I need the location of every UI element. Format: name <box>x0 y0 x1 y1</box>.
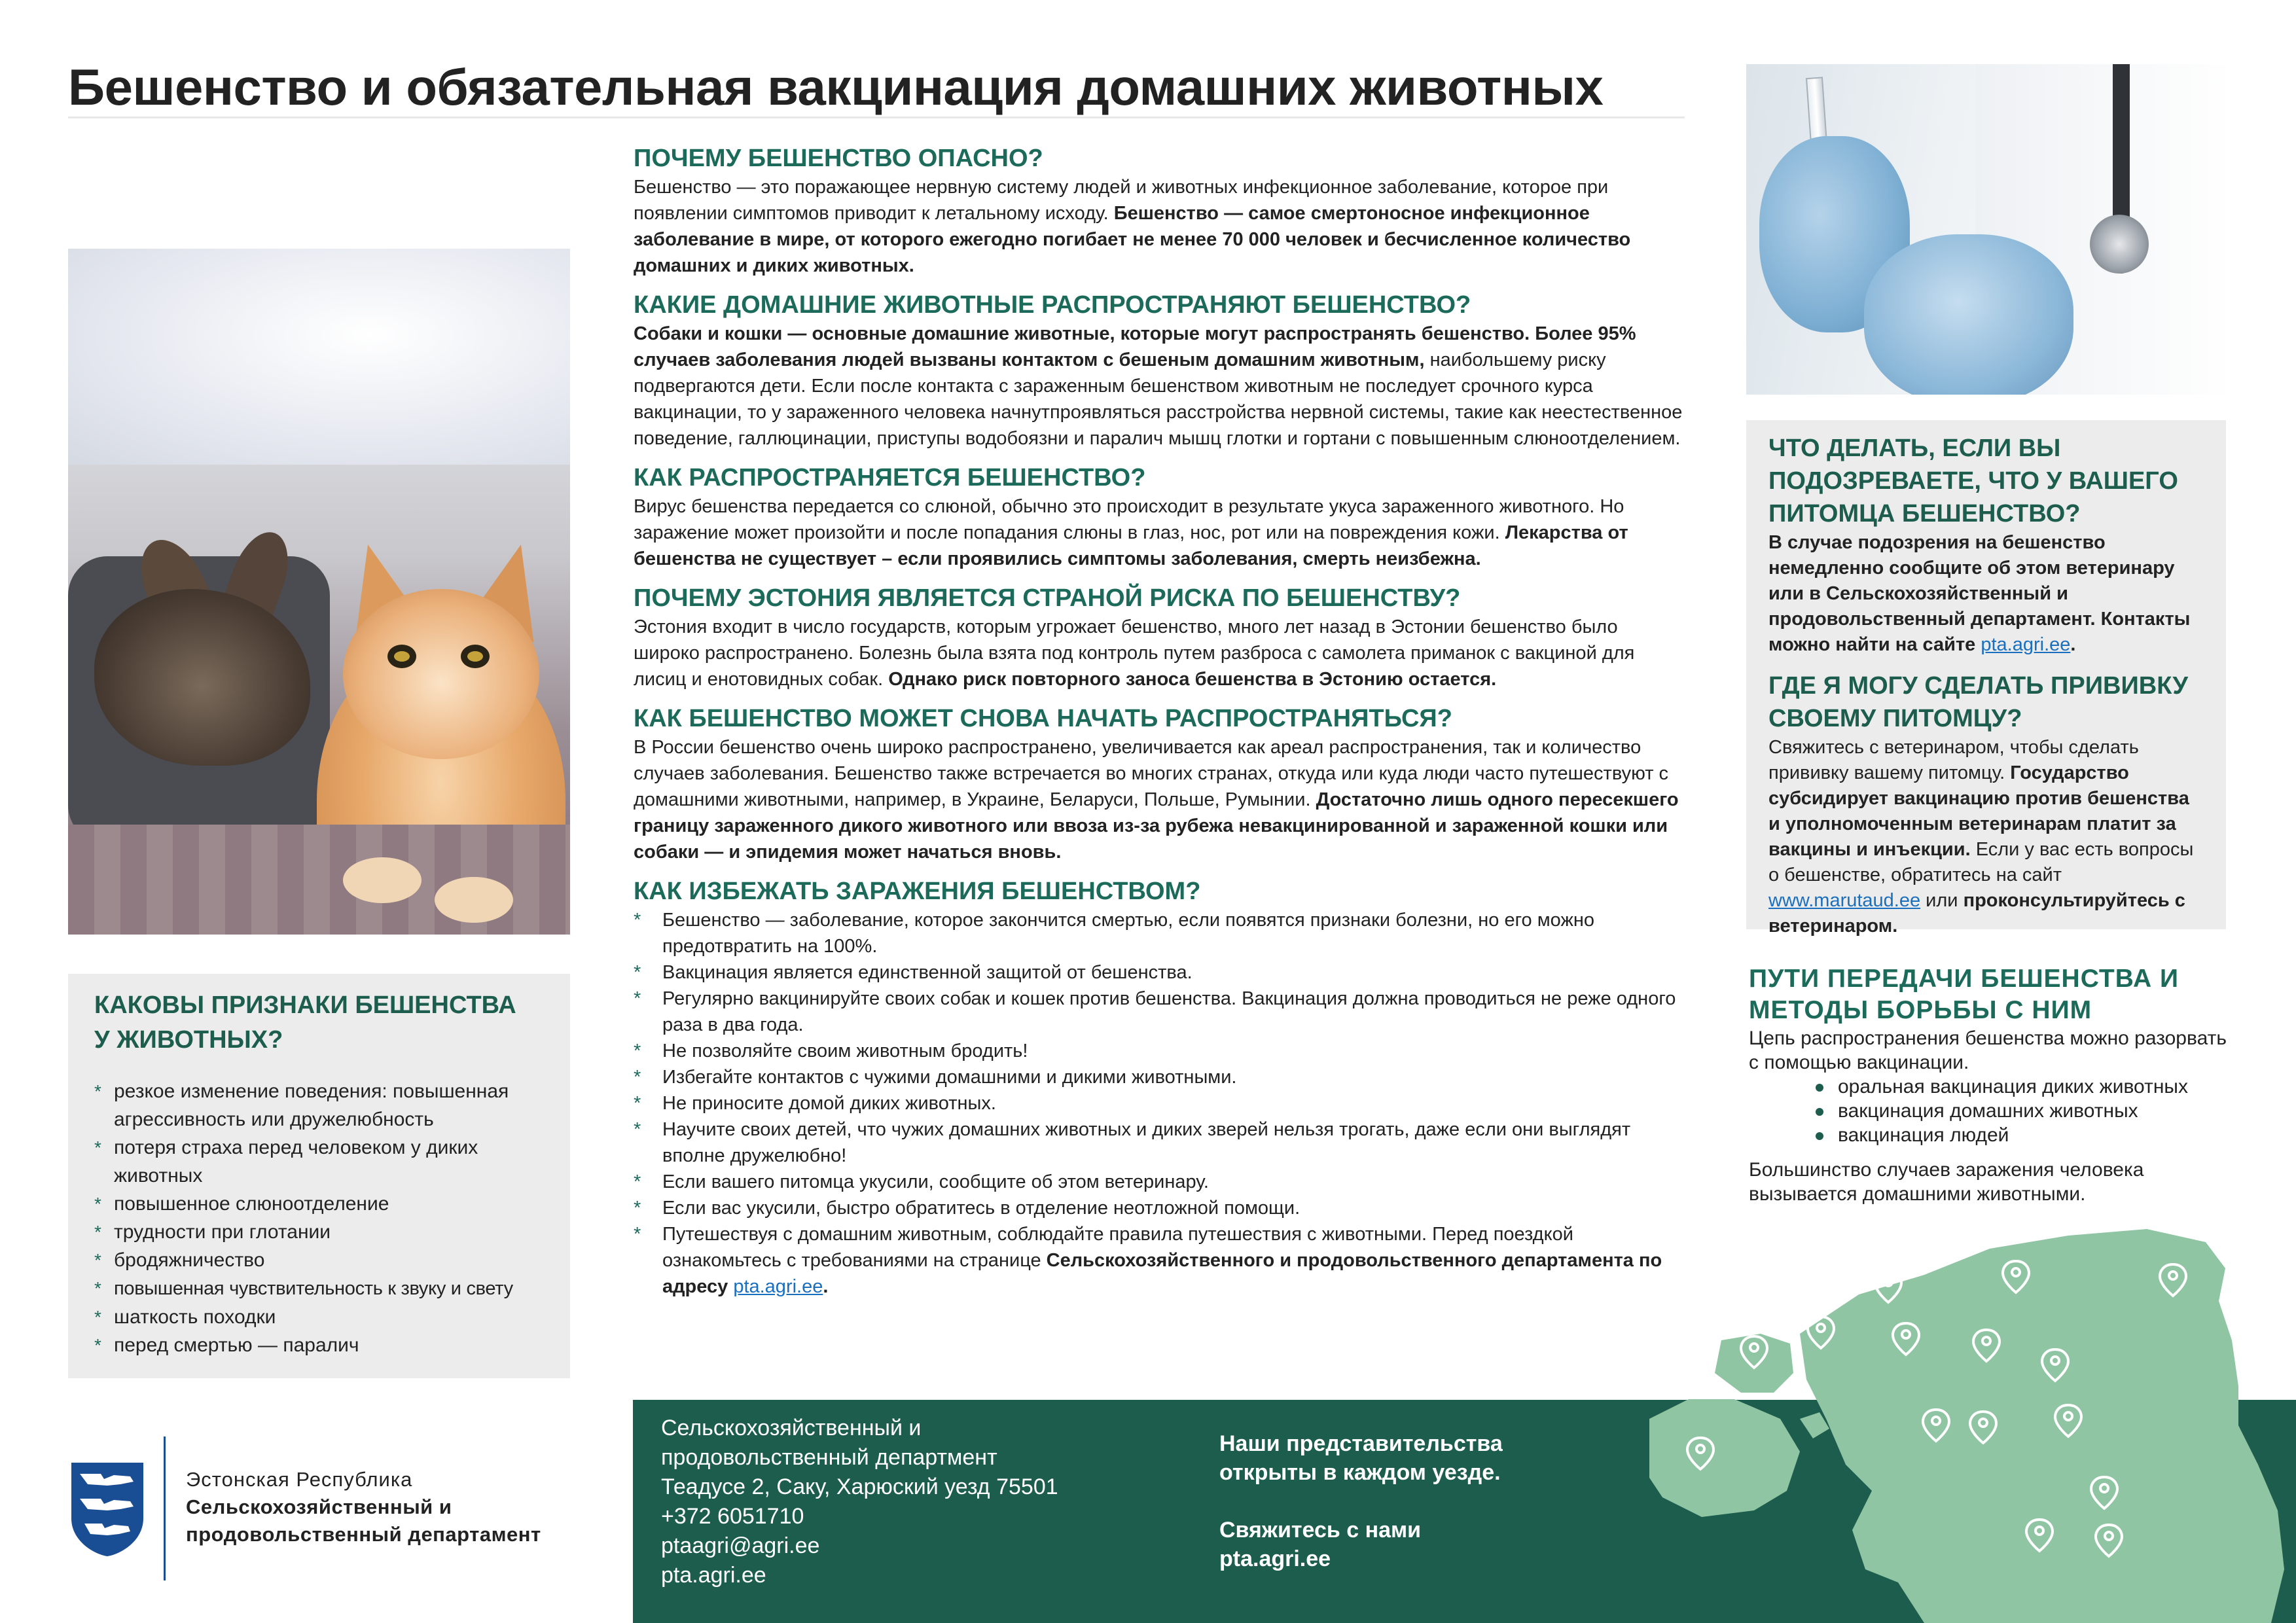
bullet-star-icon: * <box>634 1041 641 1061</box>
section-text <box>634 321 1685 452</box>
list-item-text: Если вашего питомца укусили, сообщите об этом ветеринару. <box>662 1171 1209 1192</box>
mainland-shape <box>1800 1229 2284 1623</box>
transmission-heading <box>1749 963 2231 1026</box>
section-text <box>634 614 1685 692</box>
bold-text: Лекарства от бешенства не существует – если проявились симптомы заболевания, смерть неизбежна. <box>634 522 1628 569</box>
veterinarian-photo <box>1746 64 2226 395</box>
list-item <box>1814 1099 2231 1123</box>
website-link[interactable]: pta.agri.ee <box>661 1563 766 1588</box>
text-run: Путешествуя с домашним животным, соблюдайте правила путешествия с животными. Перед поездкой ознакомьтесь с требованиями на странице <box>662 1224 1573 1271</box>
list-item-text: Бешенство — заболевание, которое закончится смертью, если появятся признаки болезни, но его можно предотвратить на 100%. <box>662 910 1595 957</box>
list-item-text: Вакцинация является единственной защитой от бешенства. <box>662 962 1193 983</box>
transmission-heading-line: МЕТОДЫ БОРЬБЫ С НИМ <box>1749 996 2092 1024</box>
section-heading: КАК ИЗБЕЖАТЬ ЗАРАЖЕНИЯ БЕШЕНСТВОМ? <box>634 878 1201 905</box>
bold-text: Однако риск повторного заноса бешенства в Эстонию остается. <box>888 669 1497 690</box>
suspect-rabies-box <box>1746 420 2226 936</box>
list-item-text: вакцинация домашних животных <box>1838 1100 2138 1122</box>
transmission-list <box>1749 1075 2231 1147</box>
address-line: Сельскохозяйственный и <box>661 1416 922 1440</box>
list-item-text: трудности при глотании <box>114 1221 331 1243</box>
bold-text: . <box>2070 634 2076 655</box>
list-item <box>94 1246 544 1274</box>
bold-text: Собаки и кошки — основные домашние животные, которые могут распространять бешенство. Более 95% случаев заболевания людей вызваны контактом с бешеным домашним животным, <box>634 323 1636 370</box>
list-item <box>94 1077 544 1133</box>
main-article <box>634 143 1685 1300</box>
logo-text <box>186 1466 605 1548</box>
bullet-star-icon: * <box>634 988 641 1009</box>
bullet-dot-icon <box>1816 1132 1823 1140</box>
footer-address <box>661 1414 1158 1590</box>
list-item-text: Не позволяйте своим животным бродить! <box>662 1041 1028 1061</box>
bold-text: В случае подозрения на бешенство немедленно сообщите об этом ветеринару или в Сельскохозяйственный и продовольственный департамент. Контакты можно найти на сайте <box>1768 532 2191 655</box>
list-item <box>634 907 1685 959</box>
page-title: Бешенство и обязательная вакцинация домашних животных <box>68 58 1604 116</box>
bullet-star-icon: * <box>634 1067 641 1088</box>
list-item <box>634 1064 1685 1090</box>
text-run: Бешенство — это поражающее нервную систему людей и животных инфекционное заболевание, которое при появлении симптомов приводит к летальному исходу. <box>634 177 1609 224</box>
email-link[interactable]: ptaagri@agri.ee <box>661 1533 820 1558</box>
saaremaa-shape <box>1649 1399 1800 1517</box>
section-heading: ПОЧЕМУ ЭСТОНИЯ ЯВЛЯЕТСЯ СТРАНОЙ РИСКА ПО БЕШЕНСТВУ? <box>634 584 1461 612</box>
republic-name: Эстонская Республика <box>186 1468 413 1491</box>
pta-link[interactable]: pta.agri.ee <box>1981 634 2071 655</box>
section-text <box>634 174 1685 279</box>
list-item-text: Научите своих детей, что чужих домашних животных и диких зверей нельзя трогать, даже если они выглядят вполне дружелюбно! <box>662 1119 1631 1166</box>
list-item <box>94 1274 544 1303</box>
list-item-text: потеря страха перед человеком у диких животных <box>114 1137 478 1187</box>
bold-text: проконсультируйтесь с ветеринаром. <box>1768 890 2185 936</box>
text-run: Если у вас есть вопросы о бешенстве, обратитесь на сайт <box>1768 839 2194 885</box>
list-item <box>634 1169 1685 1195</box>
list-item-text: Не приносите домой диких животных. <box>662 1093 996 1114</box>
bold-text: . <box>823 1276 829 1297</box>
offices-text: Наши представительства <box>1219 1431 1503 1456</box>
vaccinate-heading: ГДЕ Я МОГУ СДЕЛАТЬ ПРИВИВКУ СВОЕМУ ПИТОМЦУ? <box>1768 672 2188 732</box>
list-item <box>94 1190 544 1218</box>
list-item <box>94 1331 544 1359</box>
bullet-star-icon: * <box>94 1307 101 1328</box>
contact-text: Свяжитесь с нами <box>1219 1518 1422 1543</box>
bullet-star-icon: * <box>94 1194 101 1215</box>
signs-heading <box>94 988 544 1058</box>
signs-heading-line: У ЖИВОТНЫХ? <box>94 1026 283 1054</box>
transmission-intro: Цепь распространения бешенства можно разорвать с помощью вакцинации. <box>1749 1027 2227 1073</box>
logo-divider <box>164 1436 166 1580</box>
section-heading: ПОЧЕМУ БЕШЕНСТВО ОПАСНО? <box>634 145 1043 172</box>
suspect-text <box>1768 530 2204 658</box>
list-item <box>94 1133 544 1190</box>
list-item-text: Если вас укусили, быстро обратитесь в отделение неотложной помощи. <box>662 1198 1300 1219</box>
bold-text: Сельскохозяйственного и продовольственного департамента по адресу <box>662 1250 1662 1297</box>
transmission-outro: Большинство случаев заражения человека вызывается домашними животными. <box>1749 1159 2144 1205</box>
list-item <box>634 1038 1685 1064</box>
bullet-star-icon: * <box>634 1171 641 1192</box>
list-item <box>634 959 1685 986</box>
transmission-heading-line: ПУТИ ПЕРЕДАЧИ БЕШЕНСТВА И <box>1749 965 2179 993</box>
bullet-star-icon: * <box>94 1278 101 1299</box>
list-item-text: Избегайте контактов с чужими домашними и дикими животными. <box>662 1067 1237 1088</box>
list-item <box>634 1116 1685 1169</box>
bullet-star-icon: * <box>94 1250 101 1271</box>
bullet-star-icon: * <box>94 1081 101 1102</box>
list-item <box>634 986 1685 1038</box>
bullet-star-icon: * <box>634 1224 641 1245</box>
phone-number[interactable]: +372 6051710 <box>661 1504 804 1529</box>
text-run: Свяжитесь с ветеринаром, чтобы сделать прививку вашему питомцу. <box>1768 737 2139 783</box>
list-item-text: повышенная чувствительность к звуку и свету <box>114 1278 513 1300</box>
list-item-text: повышенное слюноотделение <box>114 1193 389 1215</box>
list-item-text: вакцинация людей <box>1838 1124 2009 1146</box>
bold-text: Государство субсидирует вакцинацию против бешенства и уполномоченным ветеринарам платит за вакцины и инъекции. <box>1768 762 2189 860</box>
bold-text: Достаточно лишь одного пересекшего границу зараженного дикого животного или ввоза из-за рубежа невакцинированной и зараженной кошки или собаки — и эпидемия может начаться вновь. <box>634 789 1679 863</box>
prevention-list <box>634 907 1685 1300</box>
section-text <box>634 734 1685 865</box>
bullet-star-icon: * <box>634 1093 641 1114</box>
department-name: продовольственный департамент <box>186 1523 541 1546</box>
bullet-dot-icon <box>1816 1108 1823 1116</box>
suspect-heading: ЧТО ДЕЛАТЬ, ЕСЛИ ВЫ ПОДОЗРЕВАЕТЕ, ЧТО У ВАШЕГО ПИТОМЦА БЕШЕНСТВО? <box>1768 435 2178 527</box>
text-run: В России бешенство очень широко распространено, увеличивается как ареал распространения, так и количество случаев заболевания. Бешенство также встречается во многих странах, откуда или куда люди часто путешествуют с домашними животными, например, в Украине, Беларуси, Польше, Румынии. <box>634 737 1669 810</box>
list-item-text: шаткость походки <box>114 1306 276 1329</box>
vaccinate-text <box>1768 735 2204 939</box>
transmission-section <box>1749 963 2231 1206</box>
marutaud-link[interactable]: www.marutaud.ee <box>1768 890 1921 911</box>
bullet-star-icon: * <box>94 1335 101 1356</box>
dog-and-cat-photo <box>68 249 570 935</box>
text-run: Эстония входит в число государств, которым угрожает бешенство, много лет назад в Эстонии бешенство было широко распространено. Болезнь была взята под контроль путем разброса с самолета приманок с вакциной для лисиц и енотовидных собак. <box>634 616 1635 690</box>
list-item-text: бродяжничество <box>114 1249 265 1272</box>
list-item <box>634 1090 1685 1116</box>
list-item-text: Регулярно вакцинируйте своих собак и кошек против бешенства. Вакцинация должна проводиться не реже одного раза в два года. <box>662 988 1676 1035</box>
list-item <box>634 1195 1685 1221</box>
list-item <box>1814 1123 2231 1147</box>
section-heading: КАК РАСПРОСТРАНЯЕТСЯ БЕШЕНСТВО? <box>634 464 1146 491</box>
text-run: наибольшему риску подвергаются дети. Если после контакта с зараженным бешенством животным не последует срочного курса вакцинации, то у зараженного человека начнутпроявляться расстройства нервной системы, такие как неестественное поведение, галлюцинации, приступы водобоязни и паралич мышц глотки и гортани с повышенным слюноотделением. <box>634 349 1683 449</box>
bullet-star-icon: * <box>94 1137 101 1158</box>
signs-heading-line: КАКОВЫ ПРИЗНАКИ БЕШЕНСТВА <box>94 991 516 1019</box>
bold-text: Бешенство — самое смертоносное инфекционное заболевание в мире, от которого ежегодно погибает не менее 70 000 человек и бесчисленное количество домашних и диких животных. <box>634 203 1631 276</box>
list-item <box>1814 1075 2231 1099</box>
section-heading: КАКИЕ ДОМАШНИЕ ЖИВОТНЫЕ РАСПРОСТРАНЯЮТ БЕШЕНСТВО? <box>634 291 1471 319</box>
address-line: продовольственный департмент <box>661 1445 997 1470</box>
estonian-coat-of-arms-icon <box>68 1459 147 1558</box>
footer-offices <box>1219 1429 1612 1573</box>
contact-website-link[interactable]: pta.agri.ee <box>1219 1546 1331 1571</box>
signs-list <box>94 1077 544 1359</box>
text-run: или <box>1920 890 1964 911</box>
list-item <box>94 1218 544 1246</box>
list-item-text: перед смертью — паралич <box>114 1334 359 1357</box>
department-name: Сельскохозяйственный и <box>186 1495 452 1518</box>
list-item <box>634 1221 1685 1300</box>
bullet-star-icon: * <box>634 1198 641 1219</box>
bullet-star-icon: * <box>634 910 641 931</box>
offices-text: открыты в каждом уезде. <box>1219 1460 1501 1485</box>
bullet-star-icon: * <box>634 962 641 983</box>
pta-link[interactable]: pta.agri.ee <box>733 1276 823 1297</box>
rabies-signs-box <box>68 974 570 1378</box>
bullet-star-icon: * <box>634 1119 641 1140</box>
address-line: Теадусе 2, Саку, Харюский уезд 75501 <box>661 1474 1058 1499</box>
list-item-text: резкое изменение поведения: повышенная агрессивность или дружелюбность <box>114 1080 509 1131</box>
bullet-star-icon: * <box>94 1222 101 1243</box>
title-divider <box>68 116 1685 118</box>
list-item <box>94 1303 544 1331</box>
section-text <box>634 493 1685 572</box>
list-item-text: оральная вакцинация диких животных <box>1838 1076 2188 1097</box>
bullet-dot-icon <box>1816 1084 1823 1092</box>
section-heading: КАК БЕШЕНСТВО МОЖЕТ СНОВА НАЧАТЬ РАСПРОСТРАНЯТЬСЯ? <box>634 705 1452 732</box>
estonia-map <box>1649 1203 2296 1623</box>
text-run: Вирус бешенства передается со слюной, обычно это происходит в результате укуса зараженного животного. Но заражение может произойти и после попадания слюны в глаз, нос, рот или на повреждения кожи. <box>634 496 1624 543</box>
